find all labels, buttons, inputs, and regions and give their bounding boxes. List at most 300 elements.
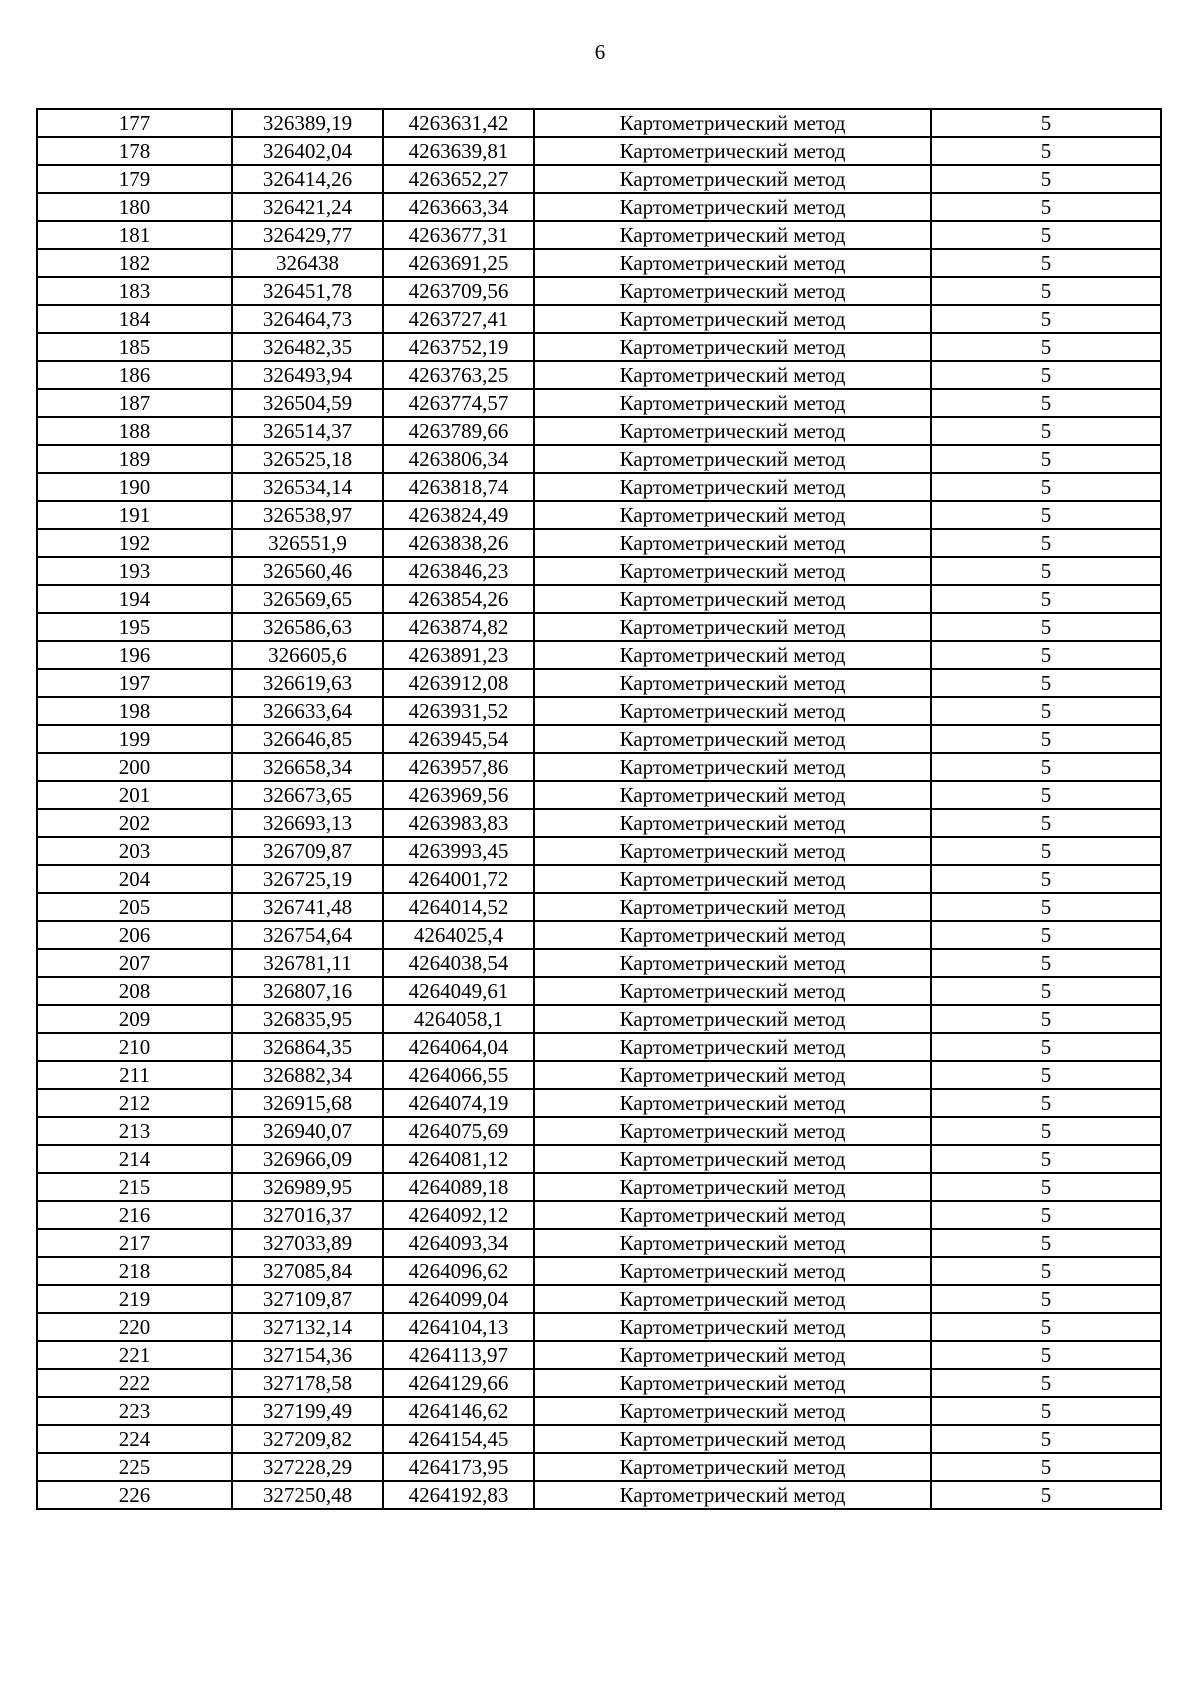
table-row — [37, 109, 1161, 137]
method-cell: Картометрический метод — [534, 613, 931, 641]
table-row — [37, 669, 1161, 697]
accuracy-cell: 5 — [931, 221, 1161, 249]
x-coordinate-cell: 326693,13 — [232, 809, 383, 837]
y-coordinate-cell: 4264066,55 — [383, 1061, 534, 1089]
y-coordinate-cell: 4264099,04 — [383, 1285, 534, 1313]
accuracy-cell: 5 — [931, 893, 1161, 921]
accuracy-cell: 5 — [931, 473, 1161, 501]
table-row — [37, 1061, 1161, 1089]
y-coordinate-cell: 4263752,19 — [383, 333, 534, 361]
y-coordinate-cell: 4264146,62 — [383, 1397, 534, 1425]
point-number-cell: 215 — [37, 1173, 232, 1201]
y-coordinate-cell: 4263912,08 — [383, 669, 534, 697]
accuracy-cell: 5 — [931, 277, 1161, 305]
table-row — [37, 921, 1161, 949]
y-coordinate-cell: 4263969,56 — [383, 781, 534, 809]
table-row — [37, 1173, 1161, 1201]
accuracy-cell: 5 — [931, 613, 1161, 641]
point-number-cell: 185 — [37, 333, 232, 361]
accuracy-cell: 5 — [931, 697, 1161, 725]
point-number-cell: 226 — [37, 1481, 232, 1509]
y-coordinate-cell: 4264014,52 — [383, 893, 534, 921]
table-row — [37, 865, 1161, 893]
accuracy-cell: 5 — [931, 417, 1161, 445]
table-row — [37, 1201, 1161, 1229]
table-row — [37, 1117, 1161, 1145]
table-row — [37, 697, 1161, 725]
method-cell: Картометрический метод — [534, 893, 931, 921]
accuracy-cell: 5 — [931, 1257, 1161, 1285]
point-number-cell: 183 — [37, 277, 232, 305]
method-cell: Картометрический метод — [534, 865, 931, 893]
y-coordinate-cell: 4263891,23 — [383, 641, 534, 669]
accuracy-cell: 5 — [931, 1061, 1161, 1089]
accuracy-cell: 5 — [931, 837, 1161, 865]
table-row — [37, 753, 1161, 781]
method-cell: Картометрический метод — [534, 809, 931, 837]
accuracy-cell: 5 — [931, 557, 1161, 585]
accuracy-cell: 5 — [931, 1089, 1161, 1117]
y-coordinate-cell: 4264049,61 — [383, 977, 534, 1005]
point-number-cell: 195 — [37, 613, 232, 641]
point-number-cell: 209 — [37, 1005, 232, 1033]
method-cell: Картометрический метод — [534, 165, 931, 193]
method-cell: Картометрический метод — [534, 193, 931, 221]
method-cell: Картометрический метод — [534, 1089, 931, 1117]
x-coordinate-cell: 327209,82 — [232, 1425, 383, 1453]
y-coordinate-cell: 4264081,12 — [383, 1145, 534, 1173]
table-row — [37, 837, 1161, 865]
x-coordinate-cell: 326725,19 — [232, 865, 383, 893]
y-coordinate-cell: 4264173,95 — [383, 1453, 534, 1481]
method-cell: Картометрический метод — [534, 249, 931, 277]
point-number-cell: 213 — [37, 1117, 232, 1145]
y-coordinate-cell: 4263677,31 — [383, 221, 534, 249]
method-cell: Картометрический метод — [534, 921, 931, 949]
point-number-cell: 211 — [37, 1061, 232, 1089]
y-coordinate-cell: 4263691,25 — [383, 249, 534, 277]
x-coordinate-cell: 326429,77 — [232, 221, 383, 249]
y-coordinate-cell: 4264074,19 — [383, 1089, 534, 1117]
y-coordinate-cell: 4264089,18 — [383, 1173, 534, 1201]
x-coordinate-cell: 326633,64 — [232, 697, 383, 725]
x-coordinate-cell: 327199,49 — [232, 1397, 383, 1425]
x-coordinate-cell: 326966,09 — [232, 1145, 383, 1173]
point-number-cell: 208 — [37, 977, 232, 1005]
x-coordinate-cell: 326940,07 — [232, 1117, 383, 1145]
x-coordinate-cell: 326569,65 — [232, 585, 383, 613]
y-coordinate-cell: 4263818,74 — [383, 473, 534, 501]
table-row — [37, 1285, 1161, 1313]
table-row — [37, 949, 1161, 977]
x-coordinate-cell: 327154,36 — [232, 1341, 383, 1369]
accuracy-cell: 5 — [931, 501, 1161, 529]
y-coordinate-cell: 4263663,34 — [383, 193, 534, 221]
table-row — [37, 641, 1161, 669]
method-cell: Картометрический метод — [534, 1453, 931, 1481]
point-number-cell: 191 — [37, 501, 232, 529]
x-coordinate-cell: 326741,48 — [232, 893, 383, 921]
point-number-cell: 217 — [37, 1229, 232, 1257]
method-cell: Картометрический метод — [534, 1397, 931, 1425]
point-number-cell: 189 — [37, 445, 232, 473]
method-cell: Картометрический метод — [534, 473, 931, 501]
point-number-cell: 196 — [37, 641, 232, 669]
y-coordinate-cell: 4263957,86 — [383, 753, 534, 781]
method-cell: Картометрический метод — [534, 361, 931, 389]
method-cell: Картометрический метод — [534, 1257, 931, 1285]
point-number-cell: 182 — [37, 249, 232, 277]
table-row — [37, 277, 1161, 305]
x-coordinate-cell: 326658,34 — [232, 753, 383, 781]
x-coordinate-cell: 326402,04 — [232, 137, 383, 165]
table-row — [37, 1369, 1161, 1397]
point-number-cell: 206 — [37, 921, 232, 949]
page-number: 6 — [594, 40, 606, 64]
y-coordinate-cell: 4264113,97 — [383, 1341, 534, 1369]
method-cell: Картометрический метод — [534, 1033, 931, 1061]
accuracy-cell: 5 — [931, 865, 1161, 893]
x-coordinate-cell: 327109,87 — [232, 1285, 383, 1313]
method-cell: Картометрический метод — [534, 529, 931, 557]
x-coordinate-cell: 326525,18 — [232, 445, 383, 473]
x-coordinate-cell: 326551,9 — [232, 529, 383, 557]
x-coordinate-cell: 326673,65 — [232, 781, 383, 809]
method-cell: Картометрический метод — [534, 445, 931, 473]
method-cell: Картометрический метод — [534, 837, 931, 865]
y-coordinate-cell: 4263631,42 — [383, 109, 534, 137]
method-cell: Картометрический метод — [534, 333, 931, 361]
table-row — [37, 725, 1161, 753]
table-row — [37, 473, 1161, 501]
method-cell: Картометрический метод — [534, 109, 931, 137]
method-cell: Картометрический метод — [534, 389, 931, 417]
y-coordinate-cell: 4263854,26 — [383, 585, 534, 613]
y-coordinate-cell: 4264092,12 — [383, 1201, 534, 1229]
x-coordinate-cell: 326538,97 — [232, 501, 383, 529]
point-number-cell: 205 — [37, 893, 232, 921]
accuracy-cell: 5 — [931, 445, 1161, 473]
table-row — [37, 1005, 1161, 1033]
accuracy-cell: 5 — [931, 641, 1161, 669]
accuracy-cell: 5 — [931, 305, 1161, 333]
point-number-cell: 190 — [37, 473, 232, 501]
point-number-cell: 192 — [37, 529, 232, 557]
method-cell: Картометрический метод — [534, 641, 931, 669]
x-coordinate-cell: 326989,95 — [232, 1173, 383, 1201]
coordinates-table-body — [37, 109, 1161, 1509]
accuracy-cell: 5 — [931, 1481, 1161, 1509]
x-coordinate-cell: 326438 — [232, 249, 383, 277]
method-cell: Картометрический метод — [534, 557, 931, 585]
x-coordinate-cell: 326619,63 — [232, 669, 383, 697]
method-cell: Картометрический метод — [534, 977, 931, 1005]
table-row — [37, 1033, 1161, 1061]
y-coordinate-cell: 4263983,83 — [383, 809, 534, 837]
method-cell: Картометрический метод — [534, 1173, 931, 1201]
y-coordinate-cell: 4264038,54 — [383, 949, 534, 977]
accuracy-cell: 5 — [931, 165, 1161, 193]
x-coordinate-cell: 327132,14 — [232, 1313, 383, 1341]
coordinates-table — [36, 108, 1162, 1510]
method-cell: Картометрический метод — [534, 137, 931, 165]
method-cell: Картометрический метод — [534, 1313, 931, 1341]
x-coordinate-cell: 326754,64 — [232, 921, 383, 949]
x-coordinate-cell: 326464,73 — [232, 305, 383, 333]
point-number-cell: 210 — [37, 1033, 232, 1061]
x-coordinate-cell: 326915,68 — [232, 1089, 383, 1117]
x-coordinate-cell: 326560,46 — [232, 557, 383, 585]
y-coordinate-cell: 4263846,23 — [383, 557, 534, 585]
accuracy-cell: 5 — [931, 949, 1161, 977]
point-number-cell: 184 — [37, 305, 232, 333]
table-row — [37, 977, 1161, 1005]
accuracy-cell: 5 — [931, 1425, 1161, 1453]
y-coordinate-cell: 4263824,49 — [383, 501, 534, 529]
table-row — [37, 585, 1161, 613]
method-cell: Картометрический метод — [534, 669, 931, 697]
table-row — [37, 613, 1161, 641]
accuracy-cell: 5 — [931, 1145, 1161, 1173]
x-coordinate-cell: 326807,16 — [232, 977, 383, 1005]
x-coordinate-cell: 327228,29 — [232, 1453, 383, 1481]
x-coordinate-cell: 327178,58 — [232, 1369, 383, 1397]
table-row — [37, 529, 1161, 557]
method-cell: Картометрический метод — [534, 501, 931, 529]
point-number-cell: 216 — [37, 1201, 232, 1229]
point-number-cell: 224 — [37, 1425, 232, 1453]
point-number-cell: 220 — [37, 1313, 232, 1341]
method-cell: Картометрический метод — [534, 1145, 931, 1173]
table-row — [37, 1453, 1161, 1481]
point-number-cell: 194 — [37, 585, 232, 613]
x-coordinate-cell: 327033,89 — [232, 1229, 383, 1257]
point-number-cell: 214 — [37, 1145, 232, 1173]
table-row — [37, 137, 1161, 165]
method-cell: Картометрический метод — [534, 1369, 931, 1397]
x-coordinate-cell: 327250,48 — [232, 1481, 383, 1509]
point-number-cell: 179 — [37, 165, 232, 193]
accuracy-cell: 5 — [931, 1313, 1161, 1341]
table-row — [37, 1481, 1161, 1509]
table-row — [37, 221, 1161, 249]
table-row — [37, 445, 1161, 473]
method-cell: Картометрический метод — [534, 417, 931, 445]
y-coordinate-cell: 4263806,34 — [383, 445, 534, 473]
x-coordinate-cell: 326389,19 — [232, 109, 383, 137]
table-row — [37, 305, 1161, 333]
method-cell: Картометрический метод — [534, 277, 931, 305]
accuracy-cell: 5 — [931, 753, 1161, 781]
point-number-cell: 200 — [37, 753, 232, 781]
point-number-cell: 225 — [37, 1453, 232, 1481]
method-cell: Картометрический метод — [534, 1005, 931, 1033]
x-coordinate-cell: 326586,63 — [232, 613, 383, 641]
accuracy-cell: 5 — [931, 809, 1161, 837]
y-coordinate-cell: 4263774,57 — [383, 389, 534, 417]
table-row — [37, 1089, 1161, 1117]
method-cell: Картометрический метод — [534, 949, 931, 977]
method-cell: Картометрический метод — [534, 585, 931, 613]
accuracy-cell: 5 — [931, 921, 1161, 949]
y-coordinate-cell: 4264075,69 — [383, 1117, 534, 1145]
accuracy-cell: 5 — [931, 1229, 1161, 1257]
accuracy-cell: 5 — [931, 193, 1161, 221]
point-number-cell: 203 — [37, 837, 232, 865]
x-coordinate-cell: 326514,37 — [232, 417, 383, 445]
x-coordinate-cell: 327085,84 — [232, 1257, 383, 1285]
table-row — [37, 249, 1161, 277]
accuracy-cell: 5 — [931, 1285, 1161, 1313]
y-coordinate-cell: 4263931,52 — [383, 697, 534, 725]
point-number-cell: 187 — [37, 389, 232, 417]
point-number-cell: 188 — [37, 417, 232, 445]
x-coordinate-cell: 326605,6 — [232, 641, 383, 669]
y-coordinate-cell: 4264001,72 — [383, 865, 534, 893]
accuracy-cell: 5 — [931, 361, 1161, 389]
x-coordinate-cell: 326646,85 — [232, 725, 383, 753]
y-coordinate-cell: 4264154,45 — [383, 1425, 534, 1453]
accuracy-cell: 5 — [931, 781, 1161, 809]
table-row — [37, 417, 1161, 445]
accuracy-cell: 5 — [931, 669, 1161, 697]
accuracy-cell: 5 — [931, 725, 1161, 753]
table-row — [37, 193, 1161, 221]
point-number-cell: 218 — [37, 1257, 232, 1285]
method-cell: Картометрический метод — [534, 725, 931, 753]
point-number-cell: 212 — [37, 1089, 232, 1117]
y-coordinate-cell: 4263789,66 — [383, 417, 534, 445]
x-coordinate-cell: 326493,94 — [232, 361, 383, 389]
x-coordinate-cell: 326781,11 — [232, 949, 383, 977]
table-row — [37, 893, 1161, 921]
y-coordinate-cell: 4263709,56 — [383, 277, 534, 305]
y-coordinate-cell: 4263874,82 — [383, 613, 534, 641]
table-row — [37, 1425, 1161, 1453]
y-coordinate-cell: 4264096,62 — [383, 1257, 534, 1285]
accuracy-cell: 5 — [931, 1397, 1161, 1425]
table-row — [37, 557, 1161, 585]
point-number-cell: 207 — [37, 949, 232, 977]
accuracy-cell: 5 — [931, 109, 1161, 137]
point-number-cell: 197 — [37, 669, 232, 697]
table-row — [37, 501, 1161, 529]
method-cell: Картометрический метод — [534, 1425, 931, 1453]
point-number-cell: 221 — [37, 1341, 232, 1369]
x-coordinate-cell: 326882,34 — [232, 1061, 383, 1089]
accuracy-cell: 5 — [931, 137, 1161, 165]
method-cell: Картометрический метод — [534, 1341, 931, 1369]
x-coordinate-cell: 326451,78 — [232, 277, 383, 305]
point-number-cell: 198 — [37, 697, 232, 725]
accuracy-cell: 5 — [931, 1173, 1161, 1201]
accuracy-cell: 5 — [931, 1117, 1161, 1145]
y-coordinate-cell: 4263727,41 — [383, 305, 534, 333]
y-coordinate-cell: 4264093,34 — [383, 1229, 534, 1257]
method-cell: Картометрический метод — [534, 1285, 931, 1313]
table-row — [37, 333, 1161, 361]
accuracy-cell: 5 — [931, 333, 1161, 361]
table-row — [37, 1313, 1161, 1341]
y-coordinate-cell: 4264129,66 — [383, 1369, 534, 1397]
x-coordinate-cell: 326482,35 — [232, 333, 383, 361]
point-number-cell: 199 — [37, 725, 232, 753]
table-row — [37, 1257, 1161, 1285]
y-coordinate-cell: 4263838,26 — [383, 529, 534, 557]
table-row — [37, 361, 1161, 389]
point-number-cell: 177 — [37, 109, 232, 137]
accuracy-cell: 5 — [931, 1201, 1161, 1229]
table-row — [37, 781, 1161, 809]
accuracy-cell: 5 — [931, 1453, 1161, 1481]
y-coordinate-cell: 4263639,81 — [383, 137, 534, 165]
point-number-cell: 180 — [37, 193, 232, 221]
method-cell: Картометрический метод — [534, 1061, 931, 1089]
method-cell: Картометрический метод — [534, 1117, 931, 1145]
x-coordinate-cell: 326414,26 — [232, 165, 383, 193]
y-coordinate-cell: 4264025,4 — [383, 921, 534, 949]
accuracy-cell: 5 — [931, 977, 1161, 1005]
y-coordinate-cell: 4264192,83 — [383, 1481, 534, 1509]
point-number-cell: 202 — [37, 809, 232, 837]
accuracy-cell: 5 — [931, 1341, 1161, 1369]
accuracy-cell: 5 — [931, 529, 1161, 557]
y-coordinate-cell: 4263945,54 — [383, 725, 534, 753]
point-number-cell: 186 — [37, 361, 232, 389]
method-cell: Картометрический метод — [534, 697, 931, 725]
point-number-cell: 181 — [37, 221, 232, 249]
table-row — [37, 1397, 1161, 1425]
table-row — [37, 809, 1161, 837]
table-row — [37, 1145, 1161, 1173]
point-number-cell: 219 — [37, 1285, 232, 1313]
method-cell: Картометрический метод — [534, 1229, 931, 1257]
point-number-cell: 193 — [37, 557, 232, 585]
x-coordinate-cell: 326835,95 — [232, 1005, 383, 1033]
accuracy-cell: 5 — [931, 585, 1161, 613]
method-cell: Картометрический метод — [534, 781, 931, 809]
y-coordinate-cell: 4264104,13 — [383, 1313, 534, 1341]
method-cell: Картометрический метод — [534, 1201, 931, 1229]
table-row — [37, 165, 1161, 193]
y-coordinate-cell: 4263993,45 — [383, 837, 534, 865]
x-coordinate-cell: 326709,87 — [232, 837, 383, 865]
accuracy-cell: 5 — [931, 389, 1161, 417]
table-row — [37, 389, 1161, 417]
method-cell: Картометрический метод — [534, 1481, 931, 1509]
accuracy-cell: 5 — [931, 1369, 1161, 1397]
point-number-cell: 178 — [37, 137, 232, 165]
point-number-cell: 201 — [37, 781, 232, 809]
y-coordinate-cell: 4264064,04 — [383, 1033, 534, 1061]
table-row — [37, 1229, 1161, 1257]
x-coordinate-cell: 326504,59 — [232, 389, 383, 417]
method-cell: Картометрический метод — [534, 305, 931, 333]
table-row — [37, 1341, 1161, 1369]
method-cell: Картометрический метод — [534, 221, 931, 249]
method-cell: Картометрический метод — [534, 753, 931, 781]
x-coordinate-cell: 326534,14 — [232, 473, 383, 501]
y-coordinate-cell: 4264058,1 — [383, 1005, 534, 1033]
point-number-cell: 222 — [37, 1369, 232, 1397]
y-coordinate-cell: 4263652,27 — [383, 165, 534, 193]
x-coordinate-cell: 326864,35 — [232, 1033, 383, 1061]
point-number-cell: 223 — [37, 1397, 232, 1425]
point-number-cell: 204 — [37, 865, 232, 893]
accuracy-cell: 5 — [931, 1033, 1161, 1061]
x-coordinate-cell: 327016,37 — [232, 1201, 383, 1229]
accuracy-cell: 5 — [931, 249, 1161, 277]
